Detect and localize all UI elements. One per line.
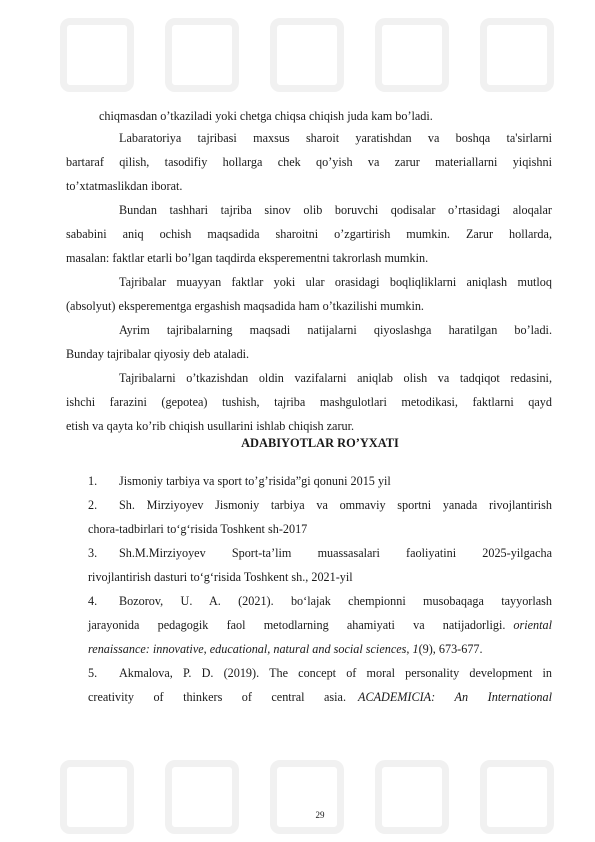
reference-text: Sh. Mirziyoyev Jismoniy tarbiya va ommaviy sportni yanada rivojlantirish (119, 498, 552, 512)
paragraph-line: ishchi farazini (gepotea) tushish, tajriba mashgulotlari metodikasi, faktlarni qayd (66, 395, 552, 409)
volume-number: 1 (412, 642, 419, 656)
paragraph-line: Labaratoriya tajribasi maxsus sharoit yaratishdan va boshqa ta'sirlarni (119, 131, 552, 145)
paragraph-line: (absolyut) eksperementga ergashish maqsadida ham o’tkazilishi mumkin. (66, 299, 424, 313)
paragraph-line: bartaraf qilish, tasodifiy hollarga chek qo’yish va zarur materiallarni yiqishni (66, 155, 552, 169)
reference-number: 3. (88, 546, 98, 560)
paragraph-line: masalan: faktlar etarli bo’lgan taqdirda eksperementni takrorlash mumkin. (66, 251, 429, 265)
reference-text: Sh.M.Mirziyoyev Sport-ta’lim muassasalari faoliyatini 2025-yilgacha (119, 546, 552, 560)
paragraph-line: Bunday tajribalar qiyosiy deb ataladi. (66, 347, 250, 361)
journal-title: oriental (513, 618, 552, 632)
reference-number: 4. (88, 594, 98, 608)
reference-text: Bozorov, U. A. (2021). bo‘lajak chempionni musobaqaga tayyorlash (119, 594, 552, 608)
page-number: 29 (315, 810, 325, 820)
reference-text: , (406, 642, 413, 656)
paragraph-line: sababini aniq ochish maqsadida sharoitni o’zgartirish mumkin. Zarur hollarda, (66, 227, 552, 241)
reference-text: creativity of thinkers of central asia. (88, 690, 346, 704)
reference-text: chora-tadbirlari to‘g‘risida Toshkent sh-2017 (88, 522, 308, 536)
paragraph-line: Tajribalar muayyan faktlar yoki ular orasidagi boqliqliklarni aniqlash mutloq (119, 275, 552, 289)
reference-text: Akmalova, P. D. (2019). The concept of moral personality development in (119, 666, 552, 680)
reference-line (88, 642, 483, 657)
paragraph-line: Ayrim tajribalarning maqsadi natijalarni qiyoslashga haratilgan bo’ladi. (119, 323, 552, 337)
references-heading: ADABIYOTLAR RO’YXATI (241, 436, 399, 450)
paragraph-line: etish va qayta ko’rib chiqish usullarini ishlab chiqish zarur. (66, 419, 355, 433)
paragraph-line: chiqmasdan o’tkaziladi yoki chetga chiqsa chiqish juda kam bo’ladi. (99, 109, 433, 123)
paragraph-line: Tajribalarni o’tkazishdan oldin vazifalarni aniqlab olish va tadqiqot redasini, (119, 371, 552, 385)
reference-text: (9), 673-677. (418, 642, 483, 656)
journal-title: ACADEMICIA: An International (358, 690, 552, 704)
reference-number: 2. (88, 498, 98, 512)
reference-line (88, 690, 552, 705)
paragraph-line: to’xtatmaslikdan iborat. (66, 179, 183, 193)
reference-text: jarayonida pedagogik faol metodlarning ahamiyati va natijadorligi. (88, 618, 506, 632)
reference-number: 5. (88, 666, 98, 680)
reference-text: rivojlantirish dasturi to‘g‘risida Toshkent sh., 2021-yil (88, 570, 353, 584)
reference-line (88, 618, 552, 633)
reference-number: 1. (88, 474, 98, 488)
journal-title: renaissance: innovative, educational, natural and social sciences (88, 642, 407, 656)
reference-text: Jismoniy tarbiya va sport to’g’risida”gi qonuni 2015 yil (119, 474, 391, 488)
paragraph-line: Bundan tashhari tajriba sinov olib boruvchi qodisalar o’rtasidagi aloqalar (119, 203, 552, 217)
